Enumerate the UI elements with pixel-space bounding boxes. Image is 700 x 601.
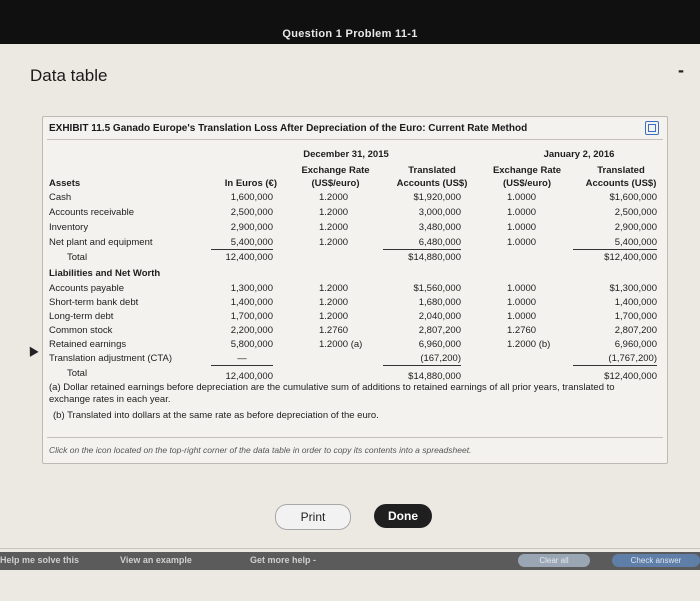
trans1-cell: 6,960,000 <box>418 339 461 350</box>
help-solve-link[interactable]: Help me solve this <box>0 555 80 565</box>
rate1-cell: 1.2000 <box>319 283 349 294</box>
assets-header: Assets <box>49 178 81 189</box>
trans2-cell: 2,500,000 <box>614 207 657 218</box>
footnote-a: (a) Dollar retained earnings before depreciation are the cumulative sum of additions to retained earnings of all prior years, translated to exchange rates in each year. <box>49 382 615 405</box>
notes-divider <box>47 437 663 438</box>
euros-cell: 12,400,000 <box>225 371 273 382</box>
rate1-header-line1: Exchange Rate <box>301 165 370 176</box>
rate1-cell: 1.2000 <box>319 297 349 308</box>
trans1-header-line1: Translated <box>408 165 456 176</box>
row-label: Accounts receivable <box>49 207 135 218</box>
euros-cell: 2,200,000 <box>230 325 273 336</box>
trans2-cell: (1,767,200) <box>573 353 657 366</box>
rate2-cell: 1.0000 <box>507 237 537 248</box>
print-button[interactable]: Print <box>275 504 351 530</box>
rate2-cell: 1.0000 <box>507 207 537 218</box>
row-label: Common stock <box>49 325 113 336</box>
trans1-cell: $14,880,000 <box>408 252 461 263</box>
rate2-cell: 1.0000 <box>507 311 537 322</box>
rate1-cell: 1.2000 <box>319 192 349 203</box>
trans1-cell: (167,200) <box>383 353 461 366</box>
trans1-cell: 3,480,000 <box>418 222 461 233</box>
done-button[interactable]: Done <box>374 504 432 528</box>
dialog-heading: Data table <box>30 66 108 85</box>
euros-cell: 1,400,000 <box>230 297 273 308</box>
trans2-cell: 6,960,000 <box>614 339 657 350</box>
trans2-cell: 2,900,000 <box>614 222 657 233</box>
euros-cell: 5,400,000 <box>211 237 273 250</box>
rate1-cell: 1.2000 <box>319 222 349 233</box>
trans1-cell: $1,920,000 <box>413 192 461 203</box>
copy-to-spreadsheet-icon[interactable] <box>645 121 659 135</box>
footnote-b: (b) Translated into dollars at the same rate as before depreciation of the euro. <box>53 410 379 421</box>
row-label: Retained earnings <box>49 339 127 350</box>
row-label: Inventory <box>49 222 89 233</box>
more-help-link[interactable]: Get more help - <box>250 555 317 565</box>
row-label: Accounts payable <box>49 283 124 294</box>
in-euros-header: In Euros (€) <box>224 178 277 189</box>
trans1-header-line2: Accounts (US$) <box>396 178 468 189</box>
trans1-cell: 6,480,000 <box>383 237 461 250</box>
row-label: Net plant and equipment <box>49 237 153 248</box>
row-label: Total <box>67 252 88 263</box>
trans1-cell: $14,880,000 <box>408 371 461 382</box>
trans2-cell: $12,400,000 <box>604 371 657 382</box>
bottom-toolbar <box>0 552 700 570</box>
bottom-divider <box>0 548 700 549</box>
row-label: Total <box>67 368 88 379</box>
liabilities-heading: Liabilities and Net Worth <box>49 268 161 279</box>
rate1-cell: 1.2000 <box>319 207 349 218</box>
euros-cell: 1,700,000 <box>230 311 273 322</box>
euros-cell: 5,800,000 <box>230 339 273 350</box>
trans1-cell: 3,000,000 <box>418 207 461 218</box>
trans2-cell: 1,700,000 <box>614 311 657 322</box>
row-label: Short-term bank debt <box>49 297 139 308</box>
window-title: Question 1 Problem 11-1 <box>282 28 418 40</box>
trans2-cell: 2,807,200 <box>614 325 657 336</box>
rate1-cell: 1.2000 (a) <box>319 339 363 350</box>
data-table-panel <box>42 116 668 464</box>
rate1-header-line2: (US$/euro) <box>311 178 360 189</box>
trans2-header-line2: Accounts (US$) <box>585 178 657 189</box>
trans1-cell: $1,560,000 <box>413 283 461 294</box>
rate2-header-line2: (US$/euro) <box>502 178 552 189</box>
clear-all-button[interactable]: Clear all <box>518 554 590 567</box>
rate1-cell: 1.2000 <box>319 237 349 248</box>
window-title-bar <box>0 0 700 44</box>
period2-header: January 2, 2016 <box>543 149 615 160</box>
rate2-cell: 1.2000 (b) <box>507 339 551 350</box>
minimize-button[interactable]: - <box>678 60 684 80</box>
euros-cell: 2,500,000 <box>230 207 273 218</box>
trans2-cell: $12,400,000 <box>604 252 657 263</box>
trans1-cell: 2,040,000 <box>418 311 461 322</box>
trans2-cell: 1,400,000 <box>614 297 657 308</box>
rate1-cell: 1.2000 <box>319 311 349 322</box>
trans2-header-line1: Translated <box>597 165 645 176</box>
rate2-cell: 1.0000 <box>507 297 537 308</box>
euros-cell: 12,400,000 <box>225 252 273 263</box>
trans2-cell: $1,300,000 <box>609 283 657 294</box>
trans2-cell: 5,400,000 <box>573 237 657 250</box>
euros-cell: 1,300,000 <box>230 283 273 294</box>
euros-cell: 2,900,000 <box>230 222 273 233</box>
rate2-cell: 1.2760 <box>507 325 537 336</box>
rate2-cell: 1.0000 <box>507 192 537 203</box>
mouse-pointer-icon <box>25 344 38 357</box>
row-label: Translation adjustment (CTA) <box>49 353 173 364</box>
period1-header: December 31, 2015 <box>303 149 389 160</box>
view-example-link[interactable]: View an example <box>120 555 192 565</box>
exhibit-title: EXHIBIT 11.5 Ganado Europe's Translation Loss After Depreciation of the Euro: Current Rate Method <box>49 123 528 134</box>
rate2-cell: 1.0000 <box>507 283 537 294</box>
trans1-cell: 1,680,000 <box>418 297 461 308</box>
rate2-cell: 1.0000 <box>507 222 537 233</box>
copy-hint: Click on the icon located on the top-right corner of the data table in order to copy its contents into a spreadsheet. <box>49 445 472 455</box>
trans2-cell: $1,600,000 <box>609 192 657 203</box>
rate1-cell: 1.2760 <box>319 325 349 336</box>
row-label: Long-term debt <box>49 311 114 322</box>
row-label: Cash <box>49 192 72 203</box>
euros-cell: 1,600,000 <box>230 192 273 203</box>
title-divider <box>47 139 663 140</box>
euros-cell: — <box>211 353 273 366</box>
rate2-header-line1: Exchange Rate <box>492 165 562 176</box>
trans1-cell: 2,807,200 <box>418 325 461 336</box>
check-answer-button[interactable]: Check answer <box>612 554 700 567</box>
